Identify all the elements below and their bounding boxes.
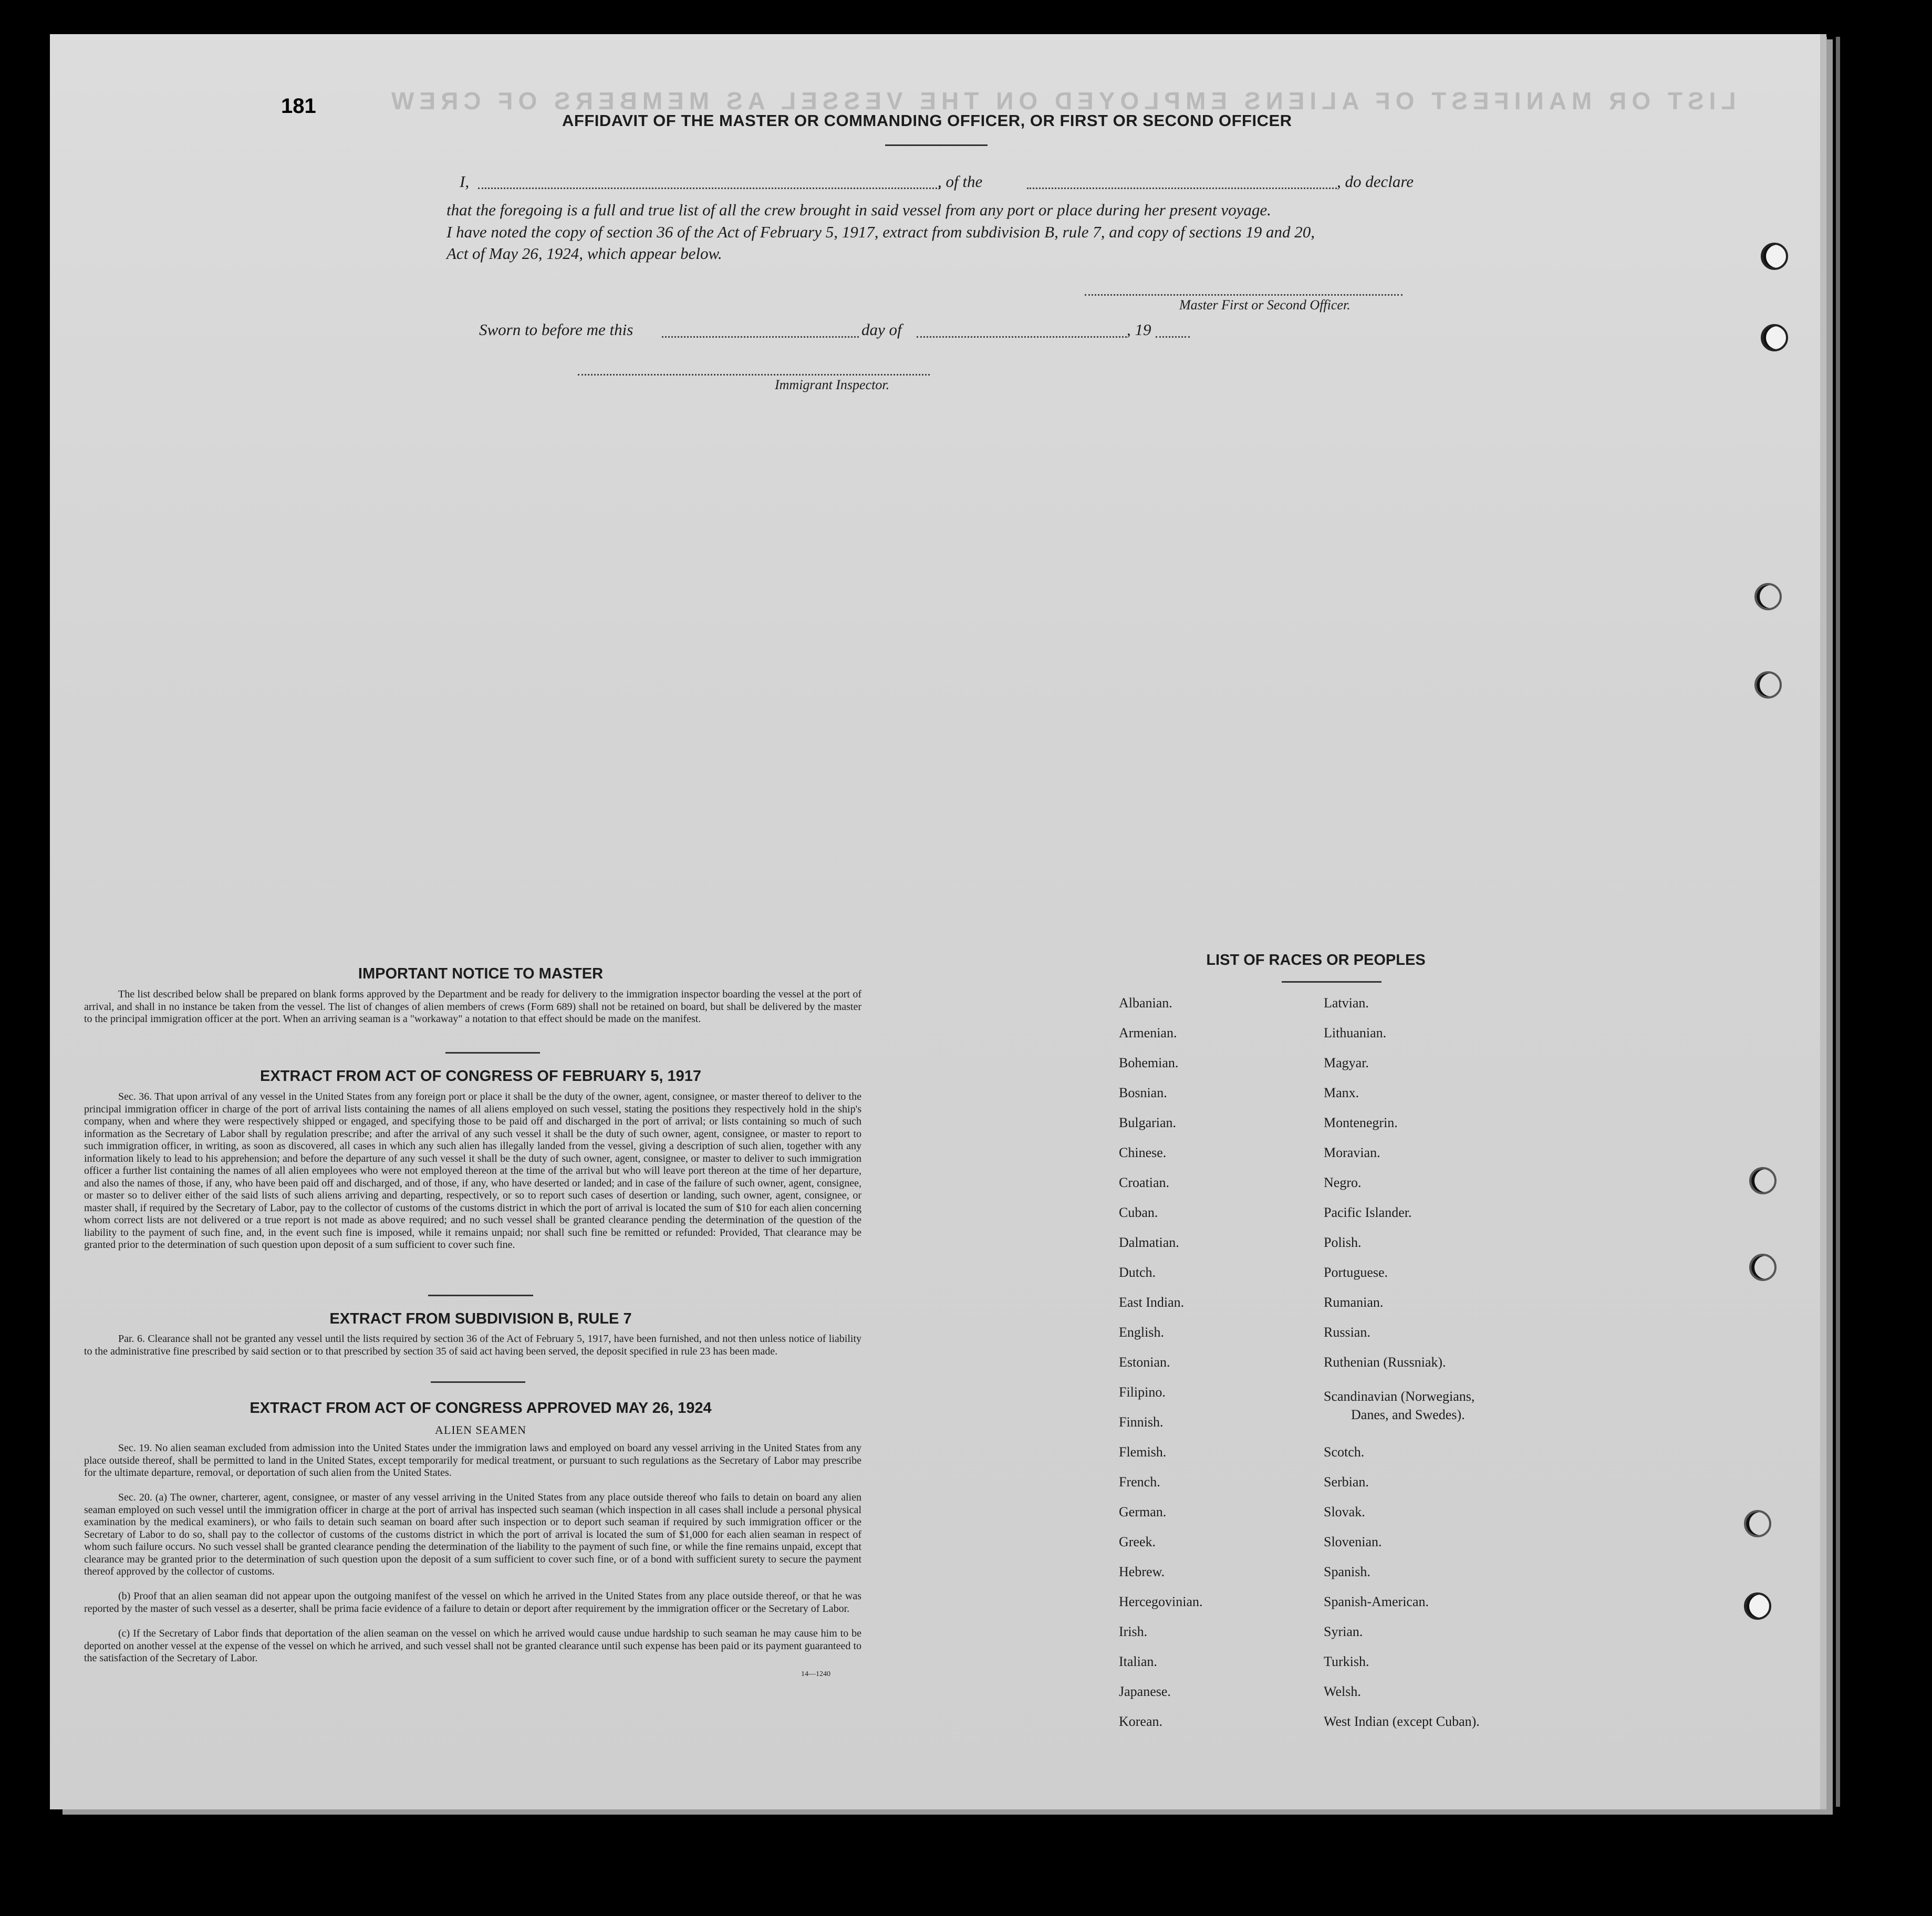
divider: [445, 1052, 540, 1054]
races-title: LIST OF RACES OR PEOPLES: [1206, 952, 1426, 969]
race-item: Moravian.: [1324, 1145, 1380, 1160]
race-item: Italian.: [1119, 1654, 1157, 1669]
race-item: Spanish.: [1324, 1564, 1370, 1579]
alien-seamen-subtitle: ALIEN SEAMEN: [435, 1423, 526, 1436]
race-item: Serbian.: [1324, 1474, 1369, 1490]
race-item: Ruthenian (Russniak).: [1324, 1355, 1446, 1370]
page-stamp-number: 181: [281, 95, 316, 118]
year-blank: [1156, 336, 1190, 338]
race-item: Albanian.: [1119, 995, 1172, 1011]
race-item: Bohemian.: [1119, 1055, 1179, 1070]
page-edge: [1836, 37, 1840, 1807]
vessel-blank: [1027, 188, 1337, 189]
race-item: German.: [1119, 1504, 1167, 1519]
race-item: Hebrew.: [1119, 1564, 1165, 1579]
sworn-month-blank: [917, 336, 1127, 338]
race-item: Slovak.: [1324, 1504, 1365, 1519]
extract-1924-title: EXTRACT FROM ACT OF CONGRESS APPROVED MAY 26, 1924: [250, 1400, 712, 1417]
race-item: Russian.: [1324, 1325, 1370, 1340]
race-item: Slovenian.: [1324, 1534, 1382, 1549]
sec20b-body: (b) Proof that an alien seaman did not appear upon the outgoing manifest of the vessel on which he arrived in the United States from any place outside thereof, or that he was reported by the master of such vessel as a deserter, shall be prima facie evidence of a failure to detain or deport after requirement by the immigration officer or the Secretary of Labor.: [84, 1590, 861, 1615]
race-item: Hercegovinian.: [1119, 1594, 1203, 1609]
race-item: Welsh.: [1324, 1684, 1361, 1699]
race-item: Lithuanian.: [1324, 1025, 1387, 1040]
race-item: Korean.: [1119, 1714, 1163, 1729]
year-label: , 19: [1127, 320, 1151, 339]
page-edge: [1823, 37, 1827, 1807]
race-item: Syrian.: [1324, 1624, 1363, 1639]
race-item: Dalmatian.: [1119, 1235, 1179, 1250]
binder-hole: [1744, 1510, 1771, 1537]
race-item: Estonian.: [1119, 1355, 1170, 1370]
form-number: 14—1240: [801, 1670, 830, 1678]
sec20c-body: (c) If the Secretary of Labor finds that deportation of the alien seaman on the vessel on which he arrived would cause undue hardship to such seaman he may cause him to be deported on another vessel at the expense of the vessel on which he arrived, and such vessel shall not be granted clearance until such expense has been paid or its payment guaranteed to the satisfaction of the Secretary of Labor.: [84, 1628, 861, 1664]
race-item: Danes, and Swedes).: [1351, 1407, 1465, 1422]
race-item: English.: [1119, 1325, 1164, 1340]
sec19-body: Sec. 19. No alien seaman excluded from admission into the United States under the immigration laws and employed on board any vessel arriving in the United States from any place outside thereof, shall be permitted to land in the United States, except temporarily for medical treatment, or pursuant to such regulations as the Secretary of Labor may prescribe for the ultimate departure, removal, or deportation of such alien from the United States.: [84, 1442, 861, 1478]
race-item: East Indian.: [1119, 1295, 1185, 1310]
affidavit-line2: that the foregoing is a full and true list of all the crew brought in said vessel from any port or place during her present voyage.: [446, 201, 1271, 219]
signature-label: Master First or Second Officer.: [1179, 297, 1351, 313]
race-item: Dutch.: [1119, 1265, 1156, 1280]
race-item: Pacific Islander.: [1324, 1205, 1412, 1220]
inspector-label: Immigrant Inspector.: [775, 377, 890, 392]
race-item: Scotch.: [1324, 1444, 1365, 1460]
race-item: Croatian.: [1119, 1175, 1170, 1190]
divider: [1282, 981, 1382, 983]
day-of-label: day of: [861, 320, 902, 339]
race-item: Polish.: [1324, 1235, 1362, 1250]
race-item: Rumanian.: [1324, 1295, 1384, 1310]
race-item: Cuban.: [1119, 1205, 1158, 1220]
binder-hole: [1754, 583, 1782, 610]
race-item: Montenegrin.: [1324, 1115, 1398, 1130]
notice-title: IMPORTANT NOTICE TO MASTER: [358, 965, 604, 982]
affidavit-line3: I have noted the copy of section 36 of the Act of February 5, 1917, extract from subdivision B, rule 7, and copy of sections 19 and 20,: [446, 223, 1315, 241]
inspector-signature-blank: [578, 374, 930, 376]
race-item: Bulgarian.: [1119, 1115, 1177, 1130]
race-item: Magyar.: [1324, 1055, 1369, 1070]
race-item: West Indian (except Cuban).: [1324, 1714, 1480, 1729]
affidavit-declare: , do declare: [1337, 172, 1414, 191]
race-item: Japanese.: [1119, 1684, 1171, 1699]
extract-1917-title: EXTRACT FROM ACT OF CONGRESS OF FEBRUARY 5, 1917: [259, 1068, 702, 1085]
affidavit-of-the: , of the: [938, 172, 983, 191]
race-item: Turkish.: [1324, 1654, 1369, 1669]
race-item: Finnish.: [1119, 1414, 1164, 1430]
notice-body: The list described below shall be prepared on blank forms approved by the Department and be ready for delivery to the immigration inspector boarding the vessel at the port of arrival, and shall in no instance be taken from the vessel. The list of changes of alien members of crews (Form 689) shall not be retained on board, but shall be delivered by the master to the principal immigration officer at the port. When an arriving seaman is a "workaway" a notation to that effect should be made on the manifest.: [84, 988, 861, 1025]
affidavit-title: AFFIDAVIT OF THE MASTER OR COMMANDING OFFICER, OR FIRST OR SECOND OFFICER: [562, 111, 1292, 130]
race-item: Chinese.: [1119, 1145, 1167, 1160]
race-item: Irish.: [1119, 1624, 1148, 1639]
sworn-label: Sworn to before me this: [479, 320, 633, 339]
affidavit-line4: Act of May 26, 1924, which appear below.: [446, 244, 722, 263]
name-blank: [478, 188, 940, 189]
binder-hole: [1744, 1592, 1771, 1620]
race-item: French.: [1119, 1474, 1160, 1490]
binder-hole: [1761, 243, 1788, 270]
rule7-body: Par. 6. Clearance shall not be granted any vessel until the lists required by section 36 of the Act of February 5, 1917, have been furnished, and not then unless notice of liability to the administrative fine prescribed by said section or to that prescribed by section 35 of said act having been served, the deposit specified in rule 23 has been made.: [84, 1333, 861, 1357]
race-item: Portuguese.: [1324, 1265, 1388, 1280]
affidavit-i: I,: [460, 172, 470, 191]
extract-1917-body: Sec. 36. That upon arrival of any vessel in the United States from any foreign port or place it shall be the duty of the owner, agent, consignee, or master thereof to deliver to the principal immigration officer in charge of the port of arrival lists containing the names of all aliens employed on such vessel, stating the positions they respectively hold in the ship's company, when and where they were respectively shipped or engaged, and specifying those to be paid off and discharged in the port of arrival; or lists containing so much of such information as the Secretary of Labor shall by regulation prescribe; and after the arrival of any such vessel it shall be the duty of such owner, agent, consignee, or master to report to such immigration officer, in writing, as soon as discovered, all cases in which any such alien has illegally landed from the vessel, giving a description of such alien, together with any information likely to lead to his apprehension; and before the departure of any such vessel it shall be the duty of such owner, agent, consignee, or master to deliver to such immigration officer a further list containing the names of all alien employees who were not employed thereon at the time of the arrival but who will leave port thereon at the time of her departure, and also the names of those, if any, who have been paid off and discharged, and of those, if any, who have deserted or landed; and in case of the failure of such owner, agent, consignee, or master so to deliver either of the said lists of such aliens arriving and departing, respectively, or so to report such cases of desertion or landing, such owner, agent, consignee, or master shall, if required by the Secretary of Labor, pay to the collector of customs of the customs district in which the port of arrival is located the sum of $10 for each alien concerning whom correct lists are not delivered or a true report is not made as above required; and no such vessel shall be granted clearance pending the determination of the question of the liability to the payment of such fine, and, in the event such fine is imposed, while it remains unpaid; nor shall such fine be remitted or refunded: Provided, That clearance may be granted prior to the determination of such question upon deposit of a sum sufficient to cover such fine.: [84, 1091, 861, 1251]
race-item: Greek.: [1119, 1534, 1156, 1549]
divider: [428, 1295, 533, 1296]
binder-hole: [1749, 1167, 1777, 1194]
races-left-column: [1119, 995, 1303, 1741]
binder-hole: [1761, 324, 1788, 351]
divider: [885, 144, 988, 146]
race-item: Latvian.: [1324, 995, 1369, 1011]
sworn-day-blank: [662, 336, 859, 338]
rule7-title: EXTRACT FROM SUBDIVISION B, RULE 7: [329, 1310, 632, 1327]
race-item: Bosnian.: [1119, 1085, 1167, 1100]
signature-blank: [1085, 294, 1403, 296]
race-item: Flemish.: [1119, 1444, 1167, 1460]
bleed-through-header: LIST OR MANIFEST OF ALIENS EMPLOYED ON THE VESSEL AS MEMBERS OF CREW: [386, 87, 1736, 114]
race-item: Filipino.: [1119, 1384, 1166, 1400]
race-item: Spanish-American.: [1324, 1594, 1429, 1609]
divider: [431, 1381, 525, 1383]
race-item: Negro.: [1324, 1175, 1362, 1190]
binder-hole: [1754, 671, 1782, 699]
race-item: Scandinavian (Norwegians,: [1324, 1389, 1475, 1404]
race-item: Manx.: [1324, 1085, 1359, 1100]
binder-hole: [1749, 1254, 1777, 1281]
races-right-column: [1324, 995, 1576, 1741]
sec20a-body: Sec. 20. (a) The owner, charterer, agent, consignee, or master of any vessel arriving in the United States from any place outside thereof who fails to detain on board any alien seaman employed on such vessel until the immigration officer in charge at the port of arrival has inspected such seaman (which inspection in all cases shall include a personal physical examination by the medical examiners), or who fails to detain such seaman on board after such inspection or to deport such seaman if required by such immigration officer or the Secretary of Labor to do so, shall pay to the collector of customs of the customs district in which the port of arrival is located the sum of $1,000 for each alien seaman in respect of whom such failure occurs. No such vessel shall be granted clearance pending the determination of the liability to the payment of such fine, or while the fine remains unpaid, except that clearance may be granted prior to the determination of such question upon the deposit of a sum sufficient to cover such fine, or of a bond with sufficient surety to secure the payment thereof approved by the collector of customs.: [84, 1492, 861, 1577]
race-item: Armenian.: [1119, 1025, 1177, 1040]
